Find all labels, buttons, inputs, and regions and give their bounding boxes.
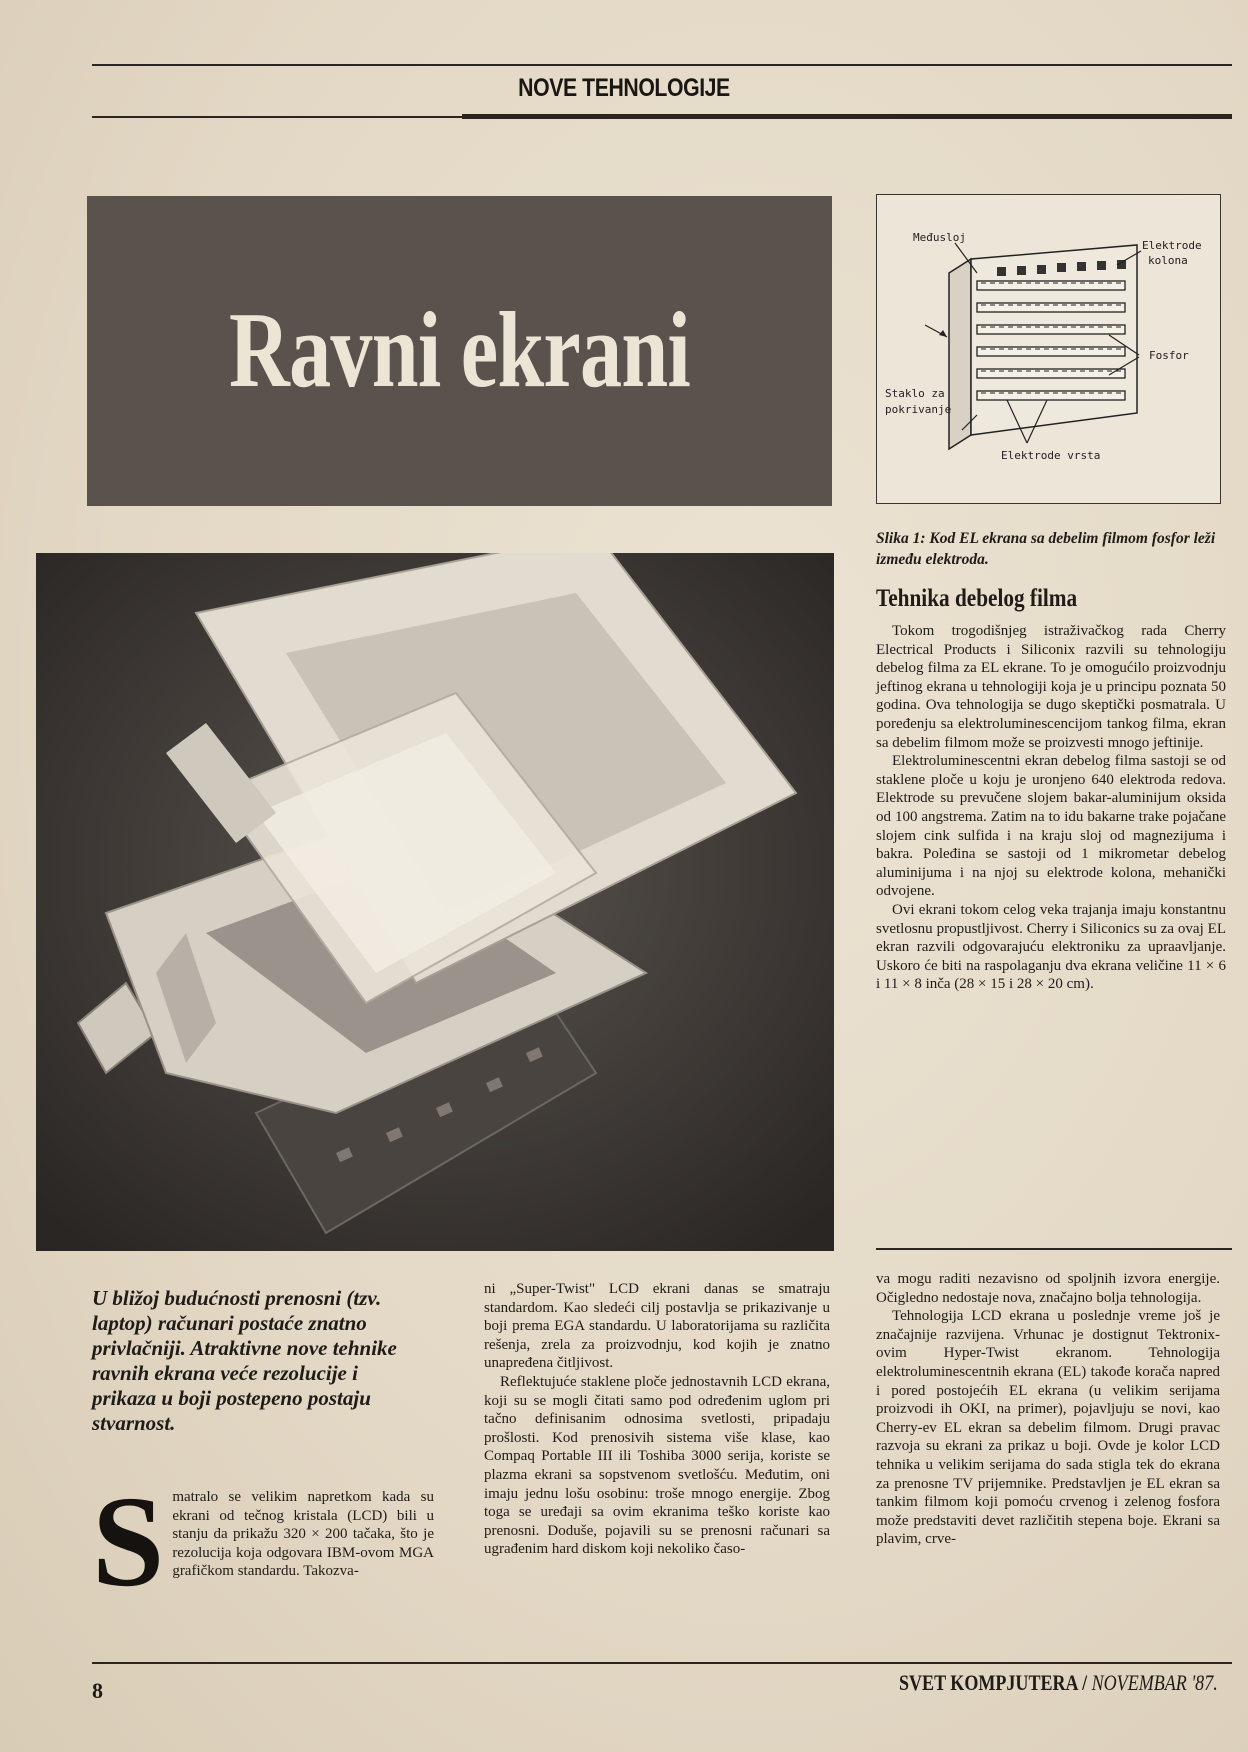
drop-cap: S — [92, 1470, 165, 1614]
section-label: NOVE TEHNOLOGIJE — [518, 74, 730, 102]
magazine-footer — [899, 1670, 1218, 1696]
sidebar-heading: Tehnika debelog filma — [876, 585, 1078, 612]
figure-caption: Slika 1: Kod EL ekrana sa debelim filmom fosfor leži između elektroda. — [876, 530, 1216, 568]
issue-date: NOVEMBAR '87. — [1091, 1670, 1218, 1695]
label-column-electrodes-1: Elektrode — [1142, 239, 1202, 252]
article-lead: U bližoj budućnosti prenosni (tzv. laptop) računari postaće znatno privlačniji. Atraktivne nove tehnike ravnih ekrana veće rezolucije i prikaza u boji postepeno postaju stvarnost. — [92, 1286, 397, 1435]
label-glass-1: Staklo za — [885, 387, 945, 400]
sidebar-paragraph: Ovi ekrani tokom celog veka trajanja imaju konstantnu svetlosnu propustljivost. Cherry i Siliconics su za ovaj EL ekran razvili odgovarajuću elektroniku za upraavljanje. Uskoro će biti na raspolaganju dva ekrana veličine 11 × 6 i 11 × 8 inča (28 × 15 i 28 × 20 cm). — [876, 901, 1226, 993]
footer-separator: / — [1077, 1670, 1092, 1695]
body-paragraph: va mogu raditi nezavisno od spoljnih izvora energije. Očigledno nedostaje nova, značajno bolja tehnologija. — [876, 1271, 1220, 1306]
body-paragraph — [92, 1470, 434, 1614]
figure-diagram — [876, 194, 1221, 504]
body-column-2 — [484, 1280, 830, 1559]
header-rule-bottom-thick — [462, 114, 1232, 119]
article-photo — [36, 553, 834, 1251]
label-row-electrodes: Elektrode vrsta — [1001, 449, 1101, 462]
body-paragraph: ni „Super-Twist" LCD ekrani danas se smatraju standardom. Kao sledeći cilj postavlja se prikazivanje u boji prema EGA standardu. U laboratorijama su različita rešenja, zrela za proizvodnju, kod kojih je znatno unapređena čitljivost. — [484, 1281, 830, 1372]
body-column-1 — [92, 1470, 434, 1614]
label-column-electrodes-2: kolona — [1148, 254, 1188, 267]
footer-rule — [92, 1662, 1232, 1664]
header-rule-top — [92, 64, 1232, 66]
body-paragraph: Tehnologija LCD ekrana u poslednje vreme još je značajnije razvijena. Vrhunac je dostignut Tektronix-ovim Hyper-Twist ekranom. Tehnologija elektroluminescentnih ekrana (EL) takođe korača napred i pored postojećih EL ekrana (u velikim serijama proizvodi ih OKI, na primer), pojavljuju se novi, kao Cherry-ev EL ekran sa debelim filmom. Drugi pravac razvoja su ekrani za prikaz u boji. Ovde je kolor LCD tehnika u velikim serijama do sada stigla tek do ekrana za prenosne TV prijemnike. Predstavljen je EL ekran sa tankim filmom koji pomoću crvenog i zelenog fosfora može predstaviti devet različitih stepena boje. Ekrani sa plavim, crve- — [876, 1308, 1220, 1548]
article-title: Ravni ekrani — [228, 291, 691, 410]
body-column-3 — [876, 1270, 1220, 1549]
sidebar-paragraph: Elektroluminescentni ekran debelog filma sastoji se od staklene ploče u koju je uronjeno 640 elektroda redova. Elektrode su prevučene slojem bakar-aluminijum oksida od 100 angstrema. Zatim na to idu bakarne trake pojačane slojem cink sulfida i na kraju sloj od magnezijuma i bakra. Poleđina se sastoji od 1 mikrometar debelog aluminijuma i na njoj su elektrode kolona, mehanički odvojene. — [876, 753, 1226, 900]
body-paragraph: Reflektujuće staklene ploče jednostavnih LCD ekrana, koji su se mogli čitati samo pod određenim uglom pri tačno definisanim odnosima svetlosti, pripadaju prošlosti. Kod prenosivih sistema više klase, kao Compaq Portable III ili Toshiba 3000 serija, koriste se plazma ekrani sa sopstvenom svetlošću. Međutim, oni imaju jednu lošu osobinu: troše mnogo energije. Zbog toga se uređaji sa ovim ekranima teško koriste kao prenosni. Doduše, pojavili su se prenosni računari sa ugrađenim hard diskom koji nekoliko časo- — [484, 1373, 830, 1558]
sidebar-paragraph: Tokom trogodišnjeg istraživačkog rada Cherry Electrical Products i Siliconix razvili su tehnologiju debelog filma za EL ekrane. To je omogućilo proizvodnju jeftinog ekrana u tehnologiji koja je u principu poznata 50 godina. Ova tehnologija se dugo skeptički posmatrala. U poređenju sa elektroluminescencijom tankog filma, ekran sa debelim filmom može se proizvesti mnogo jeftinije. — [876, 623, 1226, 751]
magazine-name: SVET KOMPJUTERA — [899, 1670, 1078, 1695]
label-phosphor: Fosfor — [1149, 349, 1189, 362]
sidebar-text — [876, 622, 1226, 994]
title-banner — [87, 196, 832, 506]
label-interlayer: Međusloj — [913, 231, 966, 244]
body-text: matralo se velikim napretkom kada su ekrani od tečnog kristala (LCD) bili u stanju da prikažu 320 × 200 tačaka, što je rezolucija koja odgovara IBM-ovom MGA grafičkom standardu. Takozva- — [172, 1489, 434, 1580]
header-rule-bottom-thin — [92, 116, 462, 118]
sidebar-bottom-rule — [876, 1248, 1232, 1250]
page-number: 8 — [92, 1678, 103, 1703]
label-glass-2: pokrivanje — [885, 403, 952, 416]
